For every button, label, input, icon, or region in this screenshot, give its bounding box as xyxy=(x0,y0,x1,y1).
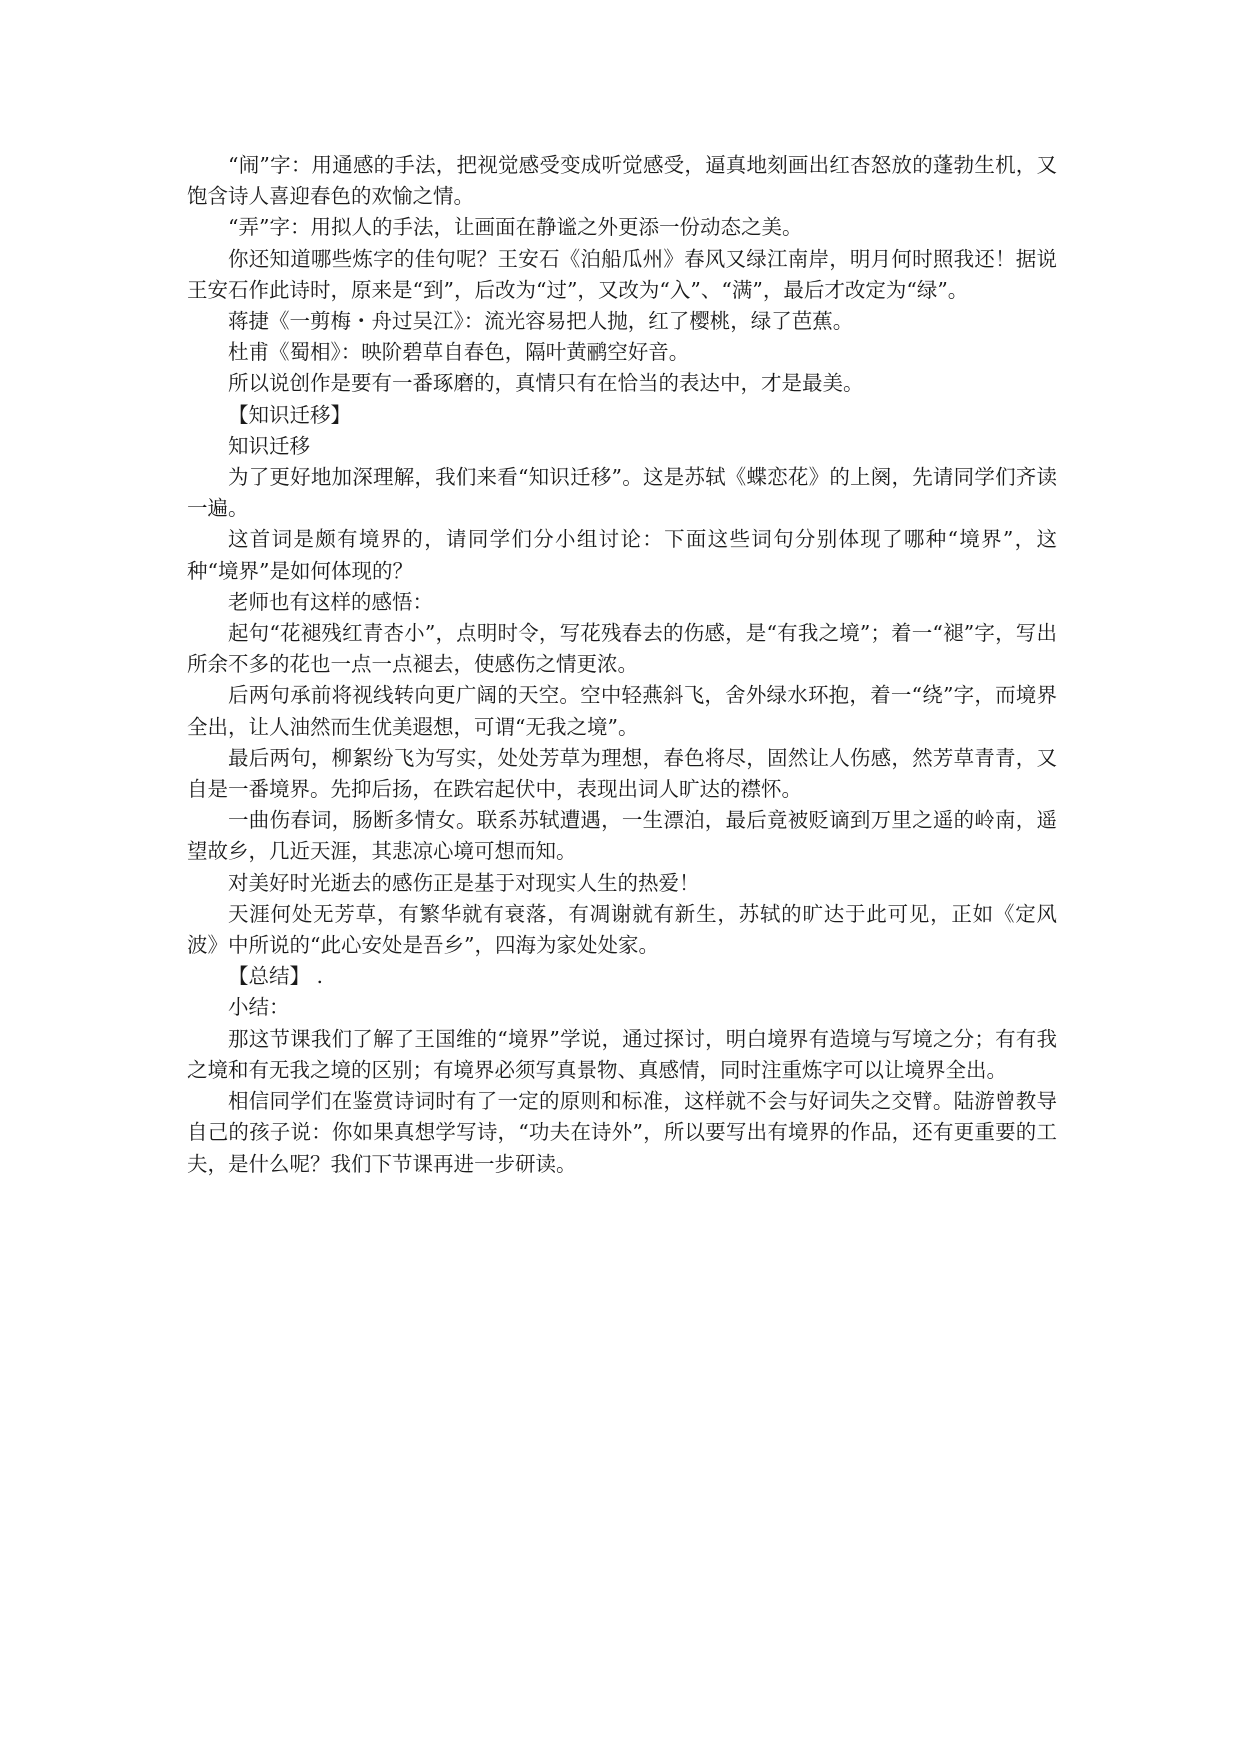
paragraph-last-lines: 最后两句，柳絮纷飞为写实，处处芳草为理想，春色将尽，固然让人伤感，然芳草青青，又自是一番境界。先抑后扬，在跌宕起伏中，表现出词人旷达的襟怀。 xyxy=(187,745,1057,802)
paragraph-nong-char: “弄”字：用拟人的手法，让画面在静谧之外更添一份动态之美。 xyxy=(228,215,803,240)
paragraph-nao-char: “闹”字：用通感的手法，把视觉感受变成听觉感受，逼真地刻画出红杏怒放的蓬勃生机，又饱含诗人喜迎春色的欢愉之情。 xyxy=(187,153,1057,209)
paragraph-tianya: 天涯何处无芳草，有繁华就有衰落，有凋谢就有新生，苏轼的旷达于此可见，正如《定风波》中所说的“此心安处是吾乡”，四海为家处处家。 xyxy=(187,901,1057,958)
paragraph-summary-body: 那这节课我们了解了王国维的“境界”学说，通过探讨，明白境界有造境与写境之分；有有我之境和有无我之境的区别；有境界必须写真景物、真感情，同时注重炼字可以让境界全出。 xyxy=(187,1026,1057,1082)
paragraph-su-shi-intro: 为了更好地加深理解，我们来看“知识迁移”。这是苏轼《蝶恋花》的上阕，先请同学们齐读一遍。 xyxy=(187,465,1057,521)
subheading-knowledge-transfer: 知识迁移 xyxy=(228,433,310,458)
paragraph-closing: 相信同学们在鉴赏诗词时有了一定的原则和标准，这样就不会与好词失之交臂。陆游曾教导自己的孩子说：你如果真想学写诗，“功夫在诗外”，所以要写出有境界的作品，还有更重要的工夫，是什么呢？我们下节课再进一步研读。 xyxy=(187,1089,1057,1176)
paragraph-first-line: 起句“花褪残红青杏小”，点明时令，写花残春去的伤感，是“有我之境”；着一“褪”字，写出所余不多的花也一点一点褪去，使感伤之情更浓。 xyxy=(187,621,1057,677)
paragraph-spring-lament: 一曲伤春词，肠断多情女。联系苏轼遭遇，一生漂泊，最后竟被贬谪到万里之遥的岭南，遥望故乡，几近天涯，其悲凉心境可想而知。 xyxy=(187,808,1057,864)
paragraph-love-of-life: 对美好时光逝去的感伤正是基于对现实人生的热爱！ xyxy=(228,870,700,895)
paragraph-teacher-insight: 老师也有这样的感悟： xyxy=(228,589,433,614)
paragraph-wang-anshi: 你还知道哪些炼字的佳句呢？王安石《泊船瓜州》春风又绿江南岸，明月何时照我还！据说王安石作此诗时，原来是“到”，后改为“过”，又改为“入”、“满”，最后才改定为“绿”。 xyxy=(187,246,1057,302)
paragraph-du-fu: 杜甫《蜀相》：映阶碧草自春色，隔叶黄鹂空好音。 xyxy=(228,340,690,365)
paragraph-creation: 所以说创作是要有一番琢磨的，真情只有在恰当的表达中，才是最美。 xyxy=(228,371,864,396)
section-heading-summary: 【总结】 . xyxy=(228,964,324,989)
paragraph-discussion: 这首词是颇有境界的，请同学们分小组讨论：下面这些词句分别体现了哪种“境界”，这种“境界”是如何体现的？ xyxy=(187,527,1057,583)
subheading-summary: 小结： xyxy=(228,995,290,1020)
document-body xyxy=(187,150,1057,1180)
paragraph-jiang-jie: 蒋捷《一剪梅・舟过吴江》：流光容易把人抛，红了樱桃，绿了芭蕉。 xyxy=(228,309,854,334)
section-heading-knowledge-transfer: 【知识迁移】 xyxy=(228,402,351,427)
paragraph-next-lines: 后两句承前将视线转向更广阔的天空。空中轻燕斜飞，舍外绿水环抱，着一“绕”字，而境界全出，让人油然而生优美遐想，可谓“无我之境”。 xyxy=(187,683,1057,739)
